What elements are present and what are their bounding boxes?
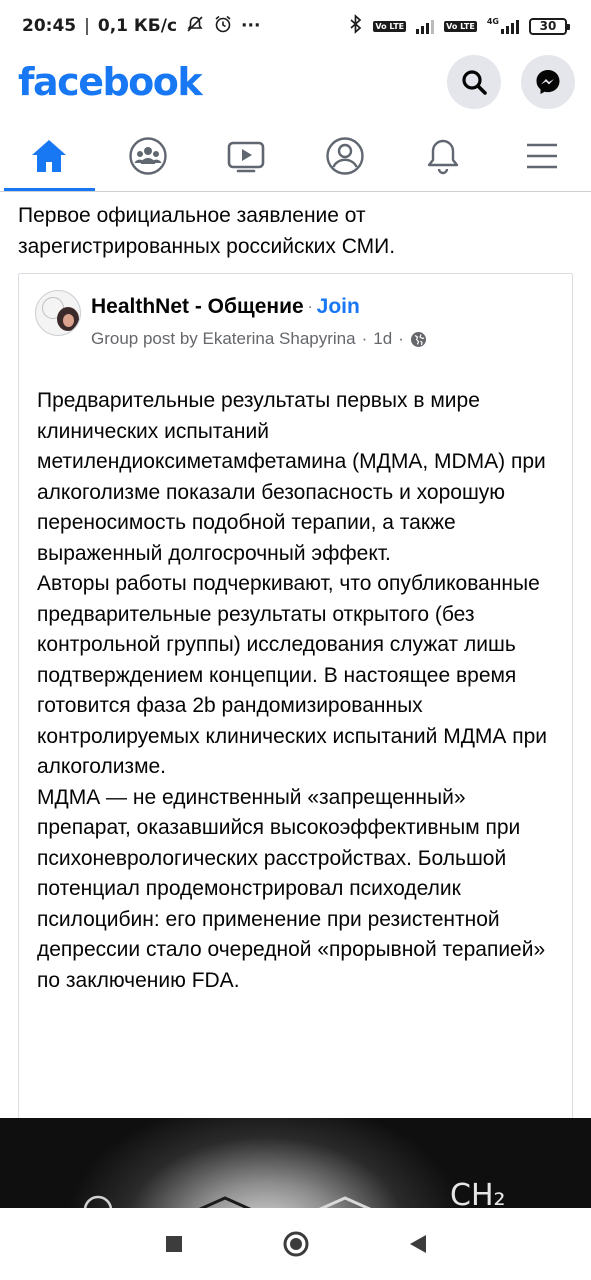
search-button[interactable] xyxy=(447,55,501,109)
tab-groups[interactable] xyxy=(99,120,198,191)
watch-icon xyxy=(226,138,266,174)
square-icon xyxy=(165,1235,183,1253)
signal-2-icon xyxy=(501,18,519,34)
tab-home[interactable] xyxy=(0,120,99,191)
chemical-label: CH₂ xyxy=(450,1178,506,1208)
back-button[interactable] xyxy=(403,1229,433,1259)
triangle-back-icon xyxy=(408,1233,428,1255)
post-meta xyxy=(91,326,558,352)
shared-post-header xyxy=(19,274,572,352)
shared-post-head-text xyxy=(91,290,558,352)
status-right xyxy=(349,14,567,39)
post-time[interactable]: 1d xyxy=(373,329,393,348)
battery-level: 30 xyxy=(539,19,557,33)
volte-badge-1: Vo LTE xyxy=(375,21,405,31)
shared-post-body xyxy=(19,386,572,996)
tab-profile[interactable] xyxy=(296,120,395,191)
muted-alarm-icon xyxy=(185,14,205,39)
meta-dot-1: · xyxy=(361,329,368,348)
status-bar xyxy=(0,0,591,52)
separator-dot: · xyxy=(307,298,313,315)
post-share-text: Первое официальное заявление от зарегистрированных российских СМИ. xyxy=(18,204,396,258)
notifications-icon xyxy=(425,137,461,175)
header-actions xyxy=(447,55,575,109)
signal-1-icon xyxy=(416,18,434,34)
globe-icon xyxy=(410,331,427,348)
facebook-logo[interactable]: facebook xyxy=(18,60,202,104)
status-separator: | xyxy=(84,16,90,36)
app-header xyxy=(0,52,591,112)
messenger-button[interactable] xyxy=(521,55,575,109)
join-group-button[interactable]: Join xyxy=(316,295,360,318)
group-avatar[interactable] xyxy=(35,290,81,336)
bluetooth-icon xyxy=(349,14,363,39)
author-photo xyxy=(57,307,79,331)
status-time: 20:45 xyxy=(22,16,77,36)
post-paragraph-3: МДМА — не единственный «запрещенный» препарат, оказавшийся высокоэффективным при психоневрологических расстройствах. Большой потенциал продемонстрировал психоделик псилоцибин: его применение при резистентной депрессии стало очередной «прорывной терапией» по заключению FDA. xyxy=(37,785,546,992)
post-paragraph-1: Предварительные результаты первых в мире клинических испытаний метилендиоксиметамфетамина (МДМА, MDMA) при алкоголизме показали безопасность и хорошую переносимость подобной терапии, а также выраженный долгосрочный эффект. xyxy=(37,389,546,565)
tab-watch[interactable] xyxy=(197,120,296,191)
profile-icon xyxy=(325,136,365,176)
post-image[interactable] xyxy=(0,1118,591,1208)
battery-icon xyxy=(529,18,567,35)
tab-bar xyxy=(0,120,591,192)
volte-badge-2: Vo LTE xyxy=(446,21,475,31)
more-notifications-icon: ··· xyxy=(241,16,261,36)
network-speed: 0,1 КБ/с xyxy=(97,16,178,36)
status-left xyxy=(22,14,260,39)
tab-menu[interactable] xyxy=(493,120,591,191)
tab-notifications[interactable] xyxy=(394,120,493,191)
meta-dot-2: · xyxy=(398,329,404,348)
circle-icon xyxy=(282,1230,310,1258)
network-4g-label: 4G xyxy=(486,16,499,26)
menu-icon xyxy=(524,140,560,172)
groups-icon xyxy=(128,136,168,176)
post-author-line[interactable]: Group post by Ekaterina Shapyrina xyxy=(91,329,356,348)
group-name-link[interactable]: HealthNet - Общение xyxy=(91,295,304,318)
search-icon xyxy=(460,68,488,96)
recents-button[interactable] xyxy=(159,1229,189,1259)
shared-post-card[interactable] xyxy=(18,273,573,1133)
home-icon xyxy=(30,138,68,174)
messenger-icon xyxy=(533,67,563,97)
alarm-clock-icon xyxy=(213,14,233,39)
home-button[interactable] xyxy=(281,1229,311,1259)
post-paragraph-2: Авторы работы подчеркивают, что опубликованные предварительные результаты открытого (без контрольной группы) исследования служат лишь подтверждением концепции. В настоящее время готовится фаза 2b рандомизированных контролируемых клинических испытаний МДМА при алкоголизме. xyxy=(37,572,548,778)
group-line xyxy=(91,292,558,322)
system-nav-bar xyxy=(0,1208,591,1280)
